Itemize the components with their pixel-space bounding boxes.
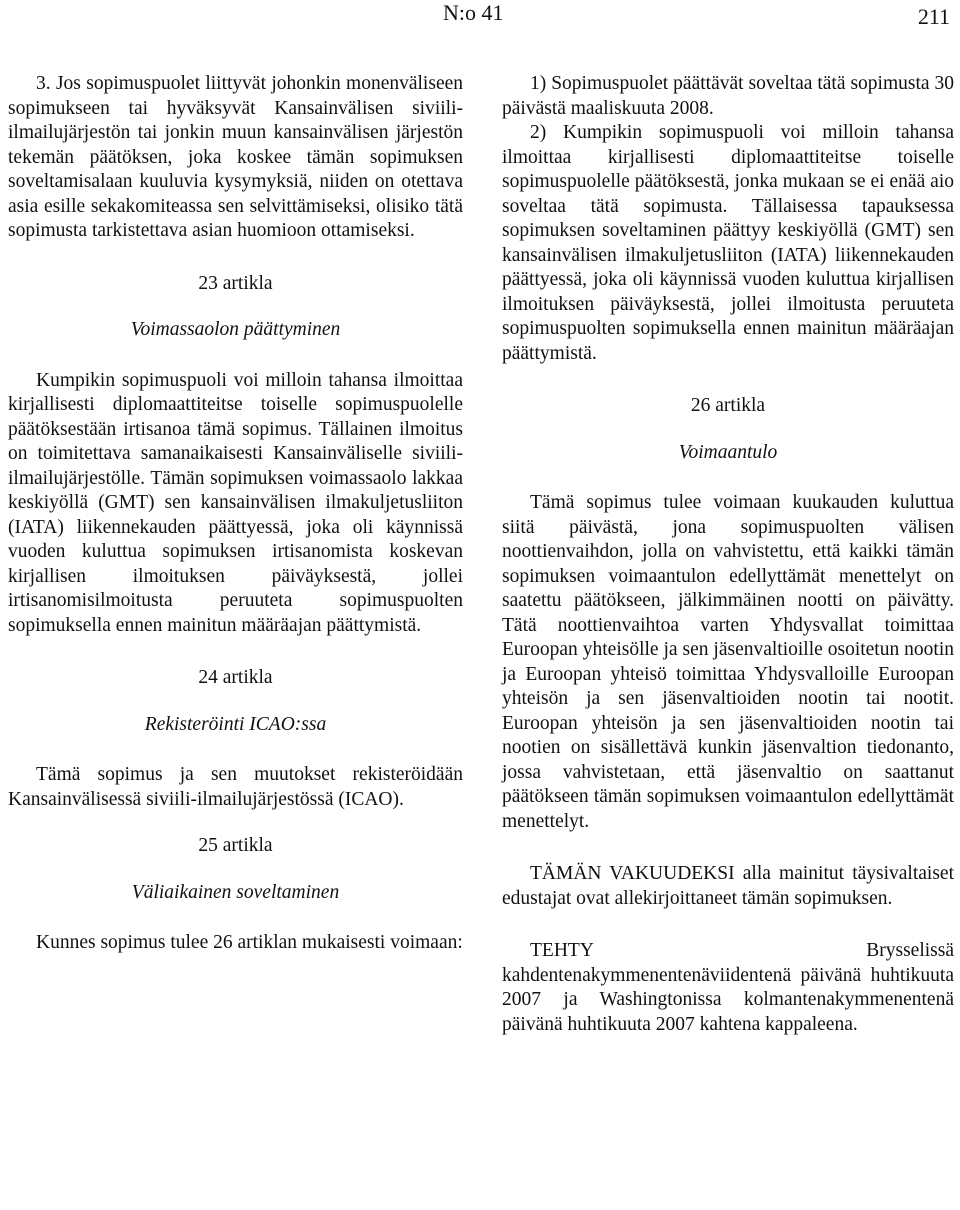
- article-25-text: Kunnes sopimus tulee 26 artiklan mukaisesti voimaan:: [36, 932, 463, 953]
- article-23-title: Voimassaolon päättyminen: [130, 319, 341, 340]
- article-25-title: Väliaikainen soveltaminen: [131, 881, 340, 903]
- article-24-title: Rekisteröinti ICAO:ssa: [144, 713, 327, 735]
- article-26-title: Voimaantulo: [678, 441, 778, 463]
- page-header: [0, 0, 960, 50]
- article-23-text: Kumpikin sopimuspuoli voi milloin tahansa ilmoittaa kirjallisesti diplomaattiteitse toiselle sopimuspuolelle päätöksestään irtisanoa tämä sopimus. Tällainen ilmoitus on toimitettava samanaikaisesti Kansainväliselle siviili-ilmailujärjestölle. Tämän sopimuksen voimassaolo lakkaa keskiyöllä (GMT) sen kansainvälisen ilmakuljetusliiton (IATA) liikennekauden päättyessä, joka oli käynnissä vuoden kuluttua sopimuksen irtisanomista koskevan kirjallisen ilmoituksen päiväyksestä, jollei irtisanomisilmoitusta peruuteta sopimuspuolten sopimuksella ennen mainitun määräajan päättymistä.: [8, 369, 463, 636]
- article-24-text: Tämä sopimus ja sen muutokset rekisteröidään Kansainvälisessä siviili-ilmailujärjestössä (ICAO).: [8, 764, 463, 810]
- witness-clause: TÄMÄN VAKUUDEKSI alla mainitut täysivaltaiset edustajat ovat allekirjoittaneet tämän sopimuksen.: [502, 863, 954, 909]
- signing-place-date: TEHTY Brysselissä kahdentenakymmenentenäviidentenä päivänä huhtikuuta 2007 ja Washingtonissa kolmantenakymmenentenä päivänä huhtikuuta 2007 kahtena kappaleena.: [502, 940, 954, 1035]
- article-23-number: 23 artikla: [198, 272, 273, 294]
- document-number: N:o 41: [443, 0, 504, 25]
- paragraph-3: 3. Jos sopimuspuolet liittyvät johonkin monenväliseen sopimukseen tai hyväksyvät Kansainvälisen siviili-ilmailujärjestön tai jonkin muun kansainvälisen järjestön tekemän päätöksen, joka koskee tämän sopimuksen soveltamisalaan kuuluvia kysymyksiä, niiden on otettava asia esille sekakomiteassa sen selvittämiseksi, olisiko tätä sopimusta tarkistettava asian huomioon ottamiseksi.: [8, 73, 463, 241]
- right-column: [502, 72, 954, 1037]
- paragraph-2: 2) Kumpikin sopimuspuoli voi milloin tahansa ilmoittaa kirjallisesti diplomaattiteitse toiselle sopimuspuolelle päätöksestä, jonka mukaan se ei enää aio soveltaa tätä sopimusta. Tällaisessa tapauksessa sopimuksen soveltaminen päättyy keskiyöllä (GMT) sen kansainvälisen ilmakuljetusliiton (IATA) liikennekauden päättyessä, joka oli käynnissä vuoden kuluttua kirjallisen ilmoituksen päiväyksestä, jollei ilmoitusta peruuteta sopimuspuolten sopimuksella ennen mainitun määräajan päättymistä.: [502, 122, 954, 364]
- article-26-number: 26 artikla: [690, 395, 766, 416]
- page-number: 211: [917, 4, 950, 29]
- article-24-number: 24 artikla: [198, 667, 273, 688]
- left-column: [8, 72, 463, 956]
- paragraph-1: 1) Sopimuspuolet päättävät soveltaa tätä sopimusta 30 päivästä maaliskuuta 2008.: [502, 73, 954, 119]
- article-26-text: Tämä sopimus tulee voimaan kuukauden kuluttua siitä päivästä, jona sopimuspuolten välisen noottienvaihdon, jolla on vahvistettu, että kaikki tämän sopimuksen voimaantulon edellyttämät menettelyt on saatettu päätökseen, jälkimmäinen nootti on päivätty. Tätä noottienvaihtoa varten Yhdysvallat toimittaa Euroopan yhteisölle ja sen jäsenvaltioille osoitetun nootin ja Euroopan yhteisö toimittaa Yhdysvalloille Euroopan yhteisön ja sen jäsenvaltioiden nootin tai nootit. Euroopan yhteisön ja sen jäsenvaltioiden nootin tai nootien on sisällettävä kunkin jäsenvaltion tiedonanto, jossa vahvistetaan, että jäsenvaltio on saattanut päätökseen tämän sopimuksen voimaantulon edellyttämät menettelyt.: [502, 492, 954, 832]
- article-25-number: 25 artikla: [198, 835, 273, 856]
